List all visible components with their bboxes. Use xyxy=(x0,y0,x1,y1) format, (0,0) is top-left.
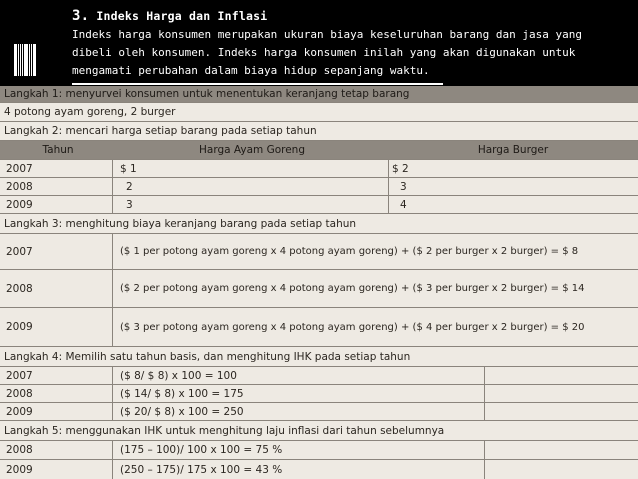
table-row xyxy=(0,178,638,196)
price-year: 2007 xyxy=(6,162,33,175)
price-chicken: 2 xyxy=(126,180,133,193)
cost-formula: ($ 3 per potong ayam goreng x 4 potong ayam goreng) + ($ 4 per burger x 2 burger) = $ 20 xyxy=(120,321,585,333)
price-year: 2009 xyxy=(6,198,33,211)
price-chicken: $ 1 xyxy=(120,162,137,175)
column-divider xyxy=(112,441,113,459)
column-divider xyxy=(112,196,113,213)
table-row xyxy=(0,308,638,347)
column-divider xyxy=(112,460,113,479)
price-burger: 3 xyxy=(400,180,407,193)
step1-detail-row xyxy=(0,103,638,122)
step5-row xyxy=(0,421,638,441)
step4-row xyxy=(0,347,638,367)
column-divider xyxy=(112,367,113,384)
inflation-year: 2009 xyxy=(6,463,33,476)
price-burger: 4 xyxy=(400,198,407,211)
column-divider xyxy=(484,460,485,479)
step1-label: Langkah 1: menyurvei konsumen untuk menentukan keranjang tetap barang xyxy=(4,88,410,100)
cpi-formula: ($ 14/ $ 8) x 100 = 175 xyxy=(120,387,244,400)
table-row xyxy=(0,403,638,421)
column-divider xyxy=(484,441,485,459)
barcode-decoration-icon xyxy=(14,44,36,76)
inflation-year: 2008 xyxy=(6,444,33,456)
price-year: 2008 xyxy=(6,180,33,193)
step2-row xyxy=(0,122,638,141)
table-row xyxy=(0,385,638,403)
column-divider xyxy=(484,367,485,384)
column-divider xyxy=(388,196,389,213)
col-header-burger: Harga Burger xyxy=(477,144,549,156)
step1-row xyxy=(0,86,638,103)
table-row xyxy=(0,270,638,308)
cost-year: 2008 xyxy=(6,282,33,295)
slide-header xyxy=(0,0,638,86)
column-divider xyxy=(112,308,113,346)
cost-formula: ($ 2 per potong ayam goreng x 4 potong ayam goreng) + ($ 3 per burger x 2 burger) = $ 14 xyxy=(120,283,585,294)
price-chicken: 3 xyxy=(126,198,133,211)
slide-title: 3. Indeks Harga dan Inflasi xyxy=(72,8,268,24)
cost-formula: ($ 1 per potong ayam goreng x 4 potong ayam goreng) + ($ 2 per burger x 2 burger) = $ 8 xyxy=(120,246,579,257)
table-row xyxy=(0,367,638,385)
table-row xyxy=(0,196,638,214)
step2-label: Langkah 2: mencari harga setiap barang pada setiap tahun xyxy=(4,125,317,137)
column-divider xyxy=(484,385,485,402)
step1-detail: 4 potong ayam goreng, 2 burger xyxy=(4,106,176,118)
cpi-formula: ($ 20/ $ 8) x 100 = 250 xyxy=(120,405,244,418)
cpi-table xyxy=(0,86,638,479)
price-burger: $ 2 xyxy=(392,162,409,175)
inflation-formula: (175 – 100)/ 100 x 100 = 75 % xyxy=(120,444,283,456)
cost-year: 2009 xyxy=(6,321,33,333)
column-divider xyxy=(112,270,113,307)
inflation-formula: (250 – 175)/ 175 x 100 = 43 % xyxy=(120,463,283,476)
cpi-year: 2009 xyxy=(6,405,33,418)
step5-label: Langkah 5: menggunakan IHK untuk menghitung laju inflasi dari tahun sebelumnya xyxy=(4,424,445,437)
column-divider xyxy=(112,403,113,420)
title-underline xyxy=(72,83,443,85)
cost-year: 2007 xyxy=(6,245,33,258)
step3-row xyxy=(0,214,638,234)
intro-paragraph xyxy=(72,26,628,80)
column-divider xyxy=(112,385,113,402)
col-header-year: Tahun xyxy=(42,144,74,156)
cpi-year: 2007 xyxy=(6,369,33,382)
step4-label: Langkah 4: Memilih satu tahun basis, dan menghitung IHK pada setiap tahun xyxy=(4,350,411,363)
column-divider xyxy=(388,160,389,177)
column-divider xyxy=(388,178,389,195)
column-divider xyxy=(112,178,113,195)
intro-line: mengamati perubahan dalam biaya hidup sepanjang waktu. xyxy=(72,64,430,77)
price-header-row xyxy=(0,141,638,160)
column-divider xyxy=(112,234,113,269)
cpi-formula: ($ 8/ $ 8) x 100 = 100 xyxy=(120,369,237,382)
intro-line: Indeks harga konsumen merupakan ukuran biaya keseluruhan barang dan jasa yang xyxy=(72,28,582,41)
intro-line: dibeli oleh konsumen. Indeks harga konsumen inilah yang akan digunakan untuk xyxy=(72,46,576,59)
table-row xyxy=(0,234,638,270)
cpi-year: 2008 xyxy=(6,387,33,400)
table-row xyxy=(0,160,638,178)
col-header-chicken: Harga Ayam Goreng xyxy=(198,144,305,156)
column-divider xyxy=(484,403,485,420)
table-row xyxy=(0,441,638,460)
table-row xyxy=(0,460,638,479)
column-divider xyxy=(112,160,113,177)
step3-label: Langkah 3: menghitung biaya keranjang barang pada setiap tahun xyxy=(4,217,357,230)
